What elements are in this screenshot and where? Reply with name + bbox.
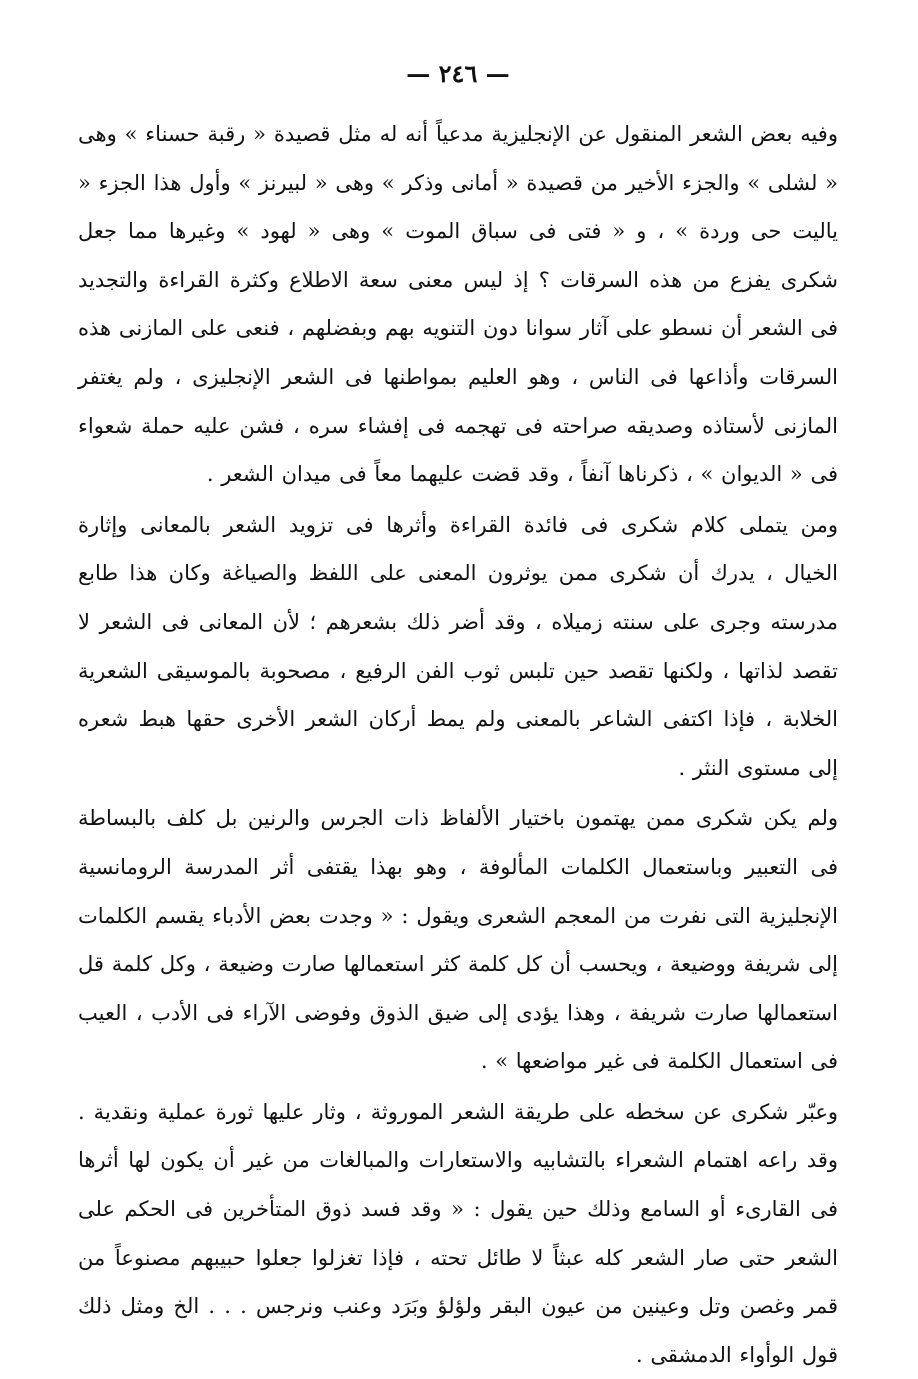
paragraph-word-choice: ولم يكن شكرى ممن يهتمون باختيار الألفاظ ذات الجرس والرنين بل كلف بالبساطة فى التعبير وباستعمال الكلمات المألوفة ، وهو بهذا يقتفى أثر المدرسة الرومانسية الإنجليزية التى نفرت من المعجم الشعرى ويقول : « وجدت بعض الأدباء يقسم الكلمات إلى شريفة ووضيعة ، ويحسب أن كل كلمة كثر استعمالها صارت وضيعة ، وكل كلمة قل استعمالها صارت شريفة ، وهذا يؤدى إلى ضيق الذوق وفوضى الآراء فى الأدب ، العيب فى استعمال الكلمة فى غير مواضعها » . (78, 806, 838, 1074)
paragraph-reading-meaning: ومن يتملى كلام شكرى فى فائدة القراءة وأثرها فى تزويد الشعر بالمعانى وإثارة الخيال ، يدرك أن شكرى ممن يوثرون المعنى على اللفظ والصياغة وكان هذا طابع مدرسته وجرى على سنته زميلاه ، وقد أضر ذلك بشعرهم ؛ لأن المعانى فى الشعر لا تقصد لذاتها ، ولكنها تقصد حين تلبس ثوب الفن الرفيع ، مصحوبة بالموسيقى الشعرية الخلابة ، فإذا اكتفى الشاعر بالمعنى ولم يمط أركان الشعر الأخرى حقها هبط شعره إلى مستوى النثر . (78, 512, 838, 780)
page-number: — ٢٤٦ — (406, 59, 510, 88)
paragraph-plagiarism: وفيه بعض الشعر المنقول عن الإنجليزية مدعياً أنه له مثل قصيدة « رقبة حسناء » وهى « لشلى » والجزء الأخير من قصيدة « أمانى وذكر » وهى « لبيرنز » وأول هذا الجزء « ياليت حى وردة » ، و « فتى فى سباق الموت » وهى « لهود » وغيرها مما جعل شكرى يفزع من هذه السرقات ؟ إذ ليس معنى سعة الاطلاع وكثرة القراءة والتجديد فى الشعر أن نسطو على آثار سوانا دون التنويه بهم وبفضلهم ، فنعى على المازنى هذه السرقات وأذاعها فى الناس ، وهو العليم بمواطنها فى الشعر الإنجليزى ، ولم يغتفر المازنى لأستاذه وصديقه صراحته فى تهجمه فى إفشاء سره ، فشن عليه حملة شعواء فى « الديوان » ، ذكرناها آنفاً ، وقد قضت عليهما معاً فى ميدان الشعر . (78, 122, 839, 487)
book-page (78, 56, 839, 1367)
paragraph-inherited-poetry: وعبّر شكرى عن سخطه على طريقة الشعر الموروثة ، وثار عليها ثورة عملية ونقدية . وقد راعه اهتمام الشعراء بالتشابيه والاستعارات والمبالغات من غير أن يكون لها أثرها فى القارىء أو السامع وذلك حين يقول : « وقد فسد ذوق المتأخرين فى الحكم على الشعر حتى صار الشعر كله عبثاً لا طائل تحته ، فإذا تغزلوا جعلوا حبيبهم مصنوعاً من قمر وغصن وتل وعينين من عيون البقر ولؤلؤ وبَرَد وعنب ونرجس . . . الخ ومثل ذلك قول الوأواء الدمشقى . (78, 1099, 838, 1367)
